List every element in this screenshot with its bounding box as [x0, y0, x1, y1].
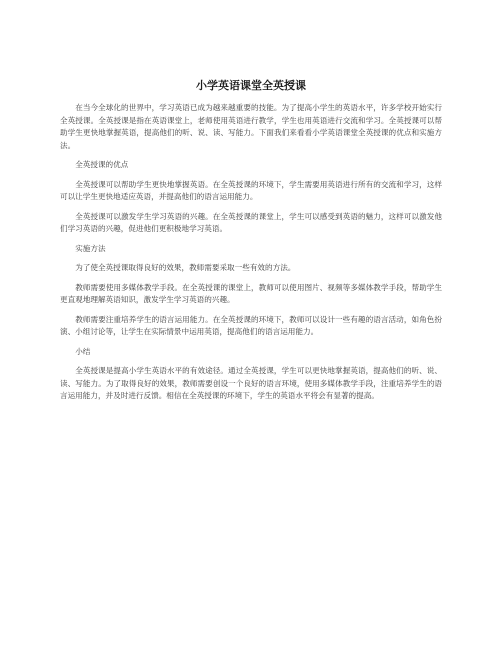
advantages-paragraph-2: 全英授课可以激发学生学习英语的兴趣。在全英授课的课堂上，学生可以感受到英语的魅力，这样可以激发他们学习英语的兴趣，促进他们更积极地学习英语。 — [60, 211, 442, 233]
methods-paragraph-3: 教师需要注重培养学生的语言运用能力。在全英授课的环境下，教师可以设计一些有趣的语言活动，如角色扮演、小组讨论等，让学生在实际情景中运用英语，提高他们的语言运用能力。 — [60, 314, 442, 336]
methods-paragraph-2: 教师需要使用多媒体教学手段。在全英授课的课堂上，教师可以使用图片、视频等多媒体教学手段，帮助学生更直观地理解英语知识，激发学生学习英语的兴趣。 — [60, 282, 442, 304]
intro-paragraph: 在当今全球化的世界中，学习英语已成为越来越重要的技能。为了提高小学生的英语水平，许多学校开始实行全英授课。全英授课是指在英语课堂上，老师使用英语进行教学，学生也用英语进行交流和学习。全英授课可以帮助学生更快地掌握英语，提高他们的听、说、读、写能力。下面我们来看看小学英语课堂全英授课的优点和实施方法。 — [60, 103, 442, 150]
advantages-paragraph-1: 全英授课可以帮助学生更快地掌握英语。在全英授课的环境下，学生需要用英语进行所有的交流和学习，这样可以让学生更快地适应英语，并提高他们的语言运用能力。 — [60, 179, 442, 201]
methods-paragraph-1: 为了使全英授课取得良好的效果，教师需要采取一些有效的方法。 — [75, 263, 296, 272]
document-title: 小学英语课堂全英授课 — [196, 79, 306, 92]
summary-paragraph: 全英授课是提高小学生英语水平的有效途径。通过全英授课，学生可以更快地掌握英语，提高他们的听、说、读、写能力。为了取得良好的效果，教师需要创设一个良好的语言环境，使用多媒体教学手段，注重培养学生的语言运用能力，并及时进行反馈。相信在全英授课的环境下，学生的英语水平将会有显著的提高。 — [60, 366, 442, 400]
section-heading-methods: 实施方法 — [75, 243, 106, 253]
document-page — [60, 78, 442, 410]
section-heading-advantages: 全英授课的优点 — [75, 160, 129, 169]
section-heading-summary: 小结 — [75, 346, 91, 356]
